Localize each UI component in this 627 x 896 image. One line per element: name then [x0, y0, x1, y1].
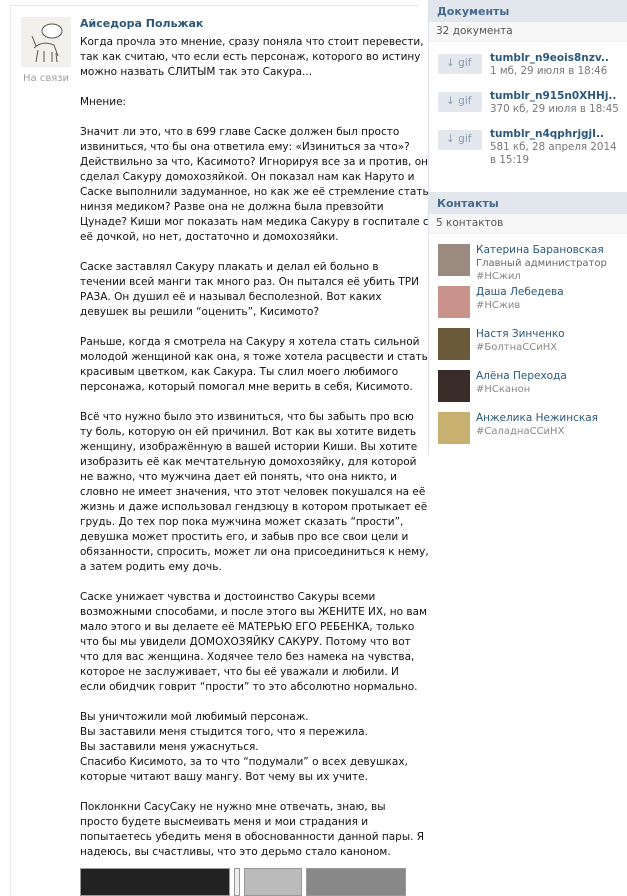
contact-name-link[interactable]: Анжелика Нежинская — [476, 412, 598, 424]
text-line: а затем родить ему дочь. — [80, 561, 222, 573]
contact-avatar[interactable] — [438, 244, 470, 276]
attached-image[interactable] — [234, 868, 240, 896]
text-line: попытаетесь убедить меня в обоснованности данной пары. Я — [80, 831, 425, 843]
contact-info — [476, 370, 567, 412]
contact-name-link[interactable]: Алёна Перехода — [476, 370, 567, 382]
text-line: которые читают вашу мангу. Вот чему вы их учите. — [80, 771, 368, 783]
text-line: что для вас женщина. Ходячее тело без намека на чувства, — [80, 651, 415, 663]
text-line: словно не имеет значения, что этот человек покушался на её — [80, 486, 426, 498]
text-line: извиниться, что бы она ответила ему: «Изиниться за что»? — [80, 141, 410, 153]
text-line: надеюсь, вы счастливы, что это дерьмо стало каноном. — [80, 846, 391, 858]
doc-type: gif — [458, 133, 472, 145]
text-line: возможными способами, и после этого вы ЖЕНИТЕ ИХ, но вам — [80, 606, 427, 618]
document-info — [490, 52, 609, 90]
contact-item[interactable] — [429, 370, 627, 412]
text-line: обязанности, спросить, может ли она присоединиться к нему, — [80, 546, 429, 558]
contact-item[interactable] — [429, 244, 627, 286]
download-arrow-icon: ↓ — [446, 95, 455, 107]
gif-download-button[interactable] — [438, 54, 482, 74]
text-line: ту боль, которую он ей причинил. Вот как вы хотите видеть — [80, 426, 417, 438]
document-name-link[interactable]: tumblr_n915n0XHHj.. — [490, 90, 617, 102]
download-arrow-icon: ↓ — [446, 57, 455, 69]
contacts-count[interactable]: 5 контактов — [429, 214, 627, 234]
document-info — [490, 90, 619, 128]
download-arrow-icon: ↓ — [446, 133, 455, 145]
document-name-link[interactable]: tumblr_n4qphrjgjI.. — [490, 128, 605, 140]
text-line: Спасибо Кисимото, за то что “подумали” о всех девушках, — [80, 756, 408, 768]
text-line: Значит ли это, что в 699 главе Саске должен был просто — [80, 126, 400, 138]
gif-download-button[interactable] — [438, 130, 482, 150]
text-line: нинзя медиком? Разве она не должна была превзойти — [80, 201, 384, 213]
text-line: так как считаю, что если есть персонаж, которого во истину — [80, 51, 421, 63]
contact-avatar[interactable] — [438, 286, 470, 318]
contact-item[interactable] — [429, 286, 627, 328]
text-line: Раньше, когда я смотрела на Сакуру я хотела стать сильной — [80, 336, 420, 348]
text-line: грудь. До тех пор пока мужчина может сказать “прости”, — [80, 516, 404, 528]
contact-avatar[interactable] — [438, 412, 470, 444]
text-line: Саске заставлял Сакуру плакать и делал ей больно в — [80, 261, 379, 273]
text-line: Действильно за что, Касимото? Игнорируя все за и против, он — [80, 156, 428, 168]
text-line: не важно, что мужчина дает ей понять, что она никто, и — [80, 471, 397, 483]
contact-item[interactable] — [429, 328, 627, 370]
document-meta: 370 кб, 29 июля в 18:45 — [490, 103, 619, 115]
attached-image[interactable] — [244, 868, 302, 896]
text-line: Саске выполнили задуманное, но как же её стремление стать — [80, 186, 429, 198]
text-line: Вы заставили меня ужаснуться. — [80, 741, 259, 753]
doc-type: gif — [458, 57, 472, 69]
text-line: красивым цветком, как Сакура. Ты слил моего любимого — [80, 366, 399, 378]
post-paragraph — [80, 125, 429, 245]
post-paragraph — [80, 95, 420, 110]
documents-list — [429, 42, 627, 192]
post-paragraph — [80, 590, 427, 695]
text-line: персонажа, который помогал мне верить в себя, Кисимото. — [80, 381, 413, 393]
contact-avatar[interactable] — [438, 328, 470, 360]
contact-role: Главный администратор — [476, 258, 607, 269]
text-line: если обидчик говрит “прости” то это абсолютно нормально. — [80, 681, 418, 693]
text-line: жизнь и даже использовал гендзюцу в котором протыкает её — [80, 501, 428, 513]
post-paragraph — [80, 710, 420, 785]
contact-info — [476, 328, 565, 370]
contact-tag: #НСжил — [476, 271, 521, 282]
document-info — [490, 128, 617, 166]
document-item[interactable] — [429, 128, 627, 166]
contact-name-link[interactable]: Катерина Барановская — [476, 244, 604, 256]
text-line: просто будете высмеивать меня и мои страдания и — [80, 816, 369, 828]
gif-download-button[interactable] — [438, 92, 482, 112]
documents-count[interactable]: 32 документа — [429, 22, 627, 42]
right-sidebar — [428, 0, 627, 455]
online-status: На связи — [23, 73, 70, 84]
text-line: молодой женщиной как она, я тоже хотела расцвести и стать — [80, 351, 428, 363]
text-line: мало этого и вы делаете её МАТЕРЬЮ ЕГО РЕБЕНКА, только — [80, 621, 415, 633]
text-line: Когда прочла это мнение, сразу поняла что стоит перевести, — [80, 36, 424, 48]
post-text — [80, 35, 429, 875]
post-paragraph — [80, 410, 429, 575]
text-line: изобразить её как мечтательную домохозяйку, для которой — [80, 456, 417, 468]
text-line: Вы уничтожили мой любимый персонаж. — [80, 711, 309, 723]
contact-tag: #НСжив — [476, 300, 521, 311]
contact-name-link[interactable]: Настя Зинченко — [476, 328, 565, 340]
text-line: РАЗА. Он душил её и называл бесполезной. Вот каких — [80, 291, 382, 303]
text-line: можно назвать СЛИТЫМ так это Сакура... — [80, 66, 313, 78]
contact-avatar[interactable] — [438, 370, 470, 402]
text-line: течении всей манги так много раз. Он пытался её убить ТРИ — [80, 276, 419, 288]
document-meta: в 15:19 — [490, 154, 530, 166]
text-line: Цунаде? Киши мог показать нам медика Сакуру в госпитале с — [80, 216, 429, 228]
contacts-list — [429, 234, 627, 454]
contacts-header[interactable]: Контакты — [429, 192, 627, 214]
text-line: которое не заслуживает, что бы её уважали и любили. И — [80, 666, 399, 678]
contact-info — [476, 244, 607, 286]
contact-tag: #БолтнаССиНХ — [476, 342, 558, 353]
text-line: Саске унижает чувства и достоинство Сакуры всеми — [80, 591, 376, 603]
text-line: девушка может простить его, и забыв про все свои цели и — [80, 531, 409, 543]
documents-header[interactable]: Документы — [429, 0, 627, 22]
contact-tag: #СаладнаССиНХ — [476, 426, 565, 437]
author-name-link[interactable]: Айседора Польжак — [80, 17, 204, 30]
text-line: девушек вы решили “оценить”, Кисимото? — [80, 306, 320, 318]
document-item[interactable] — [429, 90, 627, 128]
post-paragraph — [80, 260, 420, 320]
unicorn-drawing-icon — [22, 18, 72, 68]
text-line: что бы мы увидели ДОМОХОЗЯЙКУ САКУРУ. Потому что вот — [80, 636, 411, 648]
text-line: Всё что нужно было это извиниться, что бы забыть про всю — [80, 411, 414, 423]
text-line: Вы заставили меня стыдится того, что я пережила. — [80, 726, 368, 738]
document-meta: 581 кб, 28 апреля 2014 — [490, 141, 617, 153]
attached-image[interactable] — [306, 868, 406, 896]
contact-info — [476, 286, 564, 328]
text-line: женщину, изображённую в вашей истории Киши. Вы хотите — [80, 441, 418, 453]
contact-info — [476, 412, 598, 454]
post-paragraph — [80, 800, 425, 860]
document-item[interactable] — [429, 52, 627, 90]
text-line: Мнение: — [80, 96, 127, 108]
text-line: её дочкой, но нет, достаточно и домохозяйки. — [80, 231, 339, 243]
document-name-link[interactable]: tumblr_n9eois8nzv.. — [490, 52, 609, 64]
document-meta: 1 мб, 29 июля в 18:46 — [490, 65, 608, 77]
post-images — [80, 868, 406, 896]
contact-item[interactable] — [429, 412, 627, 454]
doc-type: gif — [458, 95, 472, 107]
contact-name-link[interactable]: Даша Лебедева — [476, 286, 564, 298]
text-line: сделал Сакуру домохозяйкой. Он показал нам как Наруто и — [80, 171, 415, 183]
post-paragraph — [80, 335, 428, 395]
attached-image[interactable] — [80, 868, 230, 896]
author-avatar[interactable] — [21, 17, 71, 67]
text-line: Поклонкни СасуСаку не нужно мне отвечать, знаю, вы — [80, 801, 386, 813]
post-paragraph — [80, 35, 424, 80]
contact-tag: #НСканон — [476, 384, 531, 395]
